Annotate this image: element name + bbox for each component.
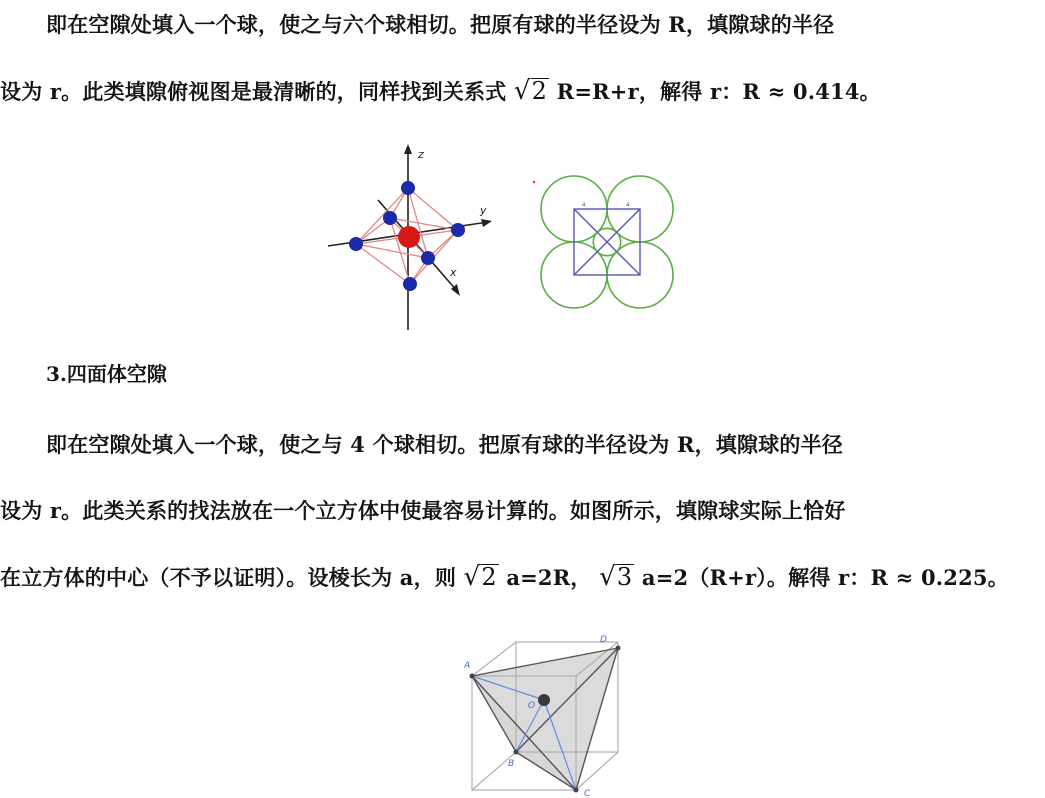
paragraph-line — [0, 544, 1045, 610]
paragraph-line: 即在空隙处填入一个球，使之与 4 个球相切。把原有球的半径设为 R，填隙球的半径 — [46, 432, 843, 457]
z-axis-arrow — [404, 144, 412, 154]
text-run: a=2（R+r）。解得 r：R ≈ 0.225。 — [641, 565, 1009, 590]
x-axis-label: x — [450, 266, 457, 279]
label-C: C — [584, 789, 591, 798]
radical-sign: √ — [463, 562, 481, 592]
z-axis-label: z — [418, 148, 424, 161]
label-A: A — [464, 661, 471, 671]
text-run: 在立方体的中心（不予以证明）。设棱长为 a，则 — [0, 565, 457, 590]
sqrt-expression — [514, 58, 549, 125]
paragraph-octahedral-void — [0, 0, 1045, 124]
radicand: 2 — [531, 77, 548, 105]
sqrt-expression — [464, 544, 499, 611]
top-view-figure — [528, 172, 698, 322]
sphere-left — [349, 237, 363, 251]
text-run: a=2R， — [506, 565, 592, 590]
paragraph-line: 设为 r。此类关系的找法放在一个立方体中使最容易计算的。如图所示，填隙球实际上恰好 — [0, 498, 846, 523]
sphere-top — [401, 181, 415, 195]
y-axis-label: y — [480, 204, 487, 217]
center-sphere — [538, 694, 550, 706]
section-heading: 3.四面体空隙 — [46, 362, 167, 386]
y-axis-arrow — [481, 219, 492, 227]
sphere-back-left — [383, 211, 397, 225]
radicand: 3 — [616, 563, 633, 591]
center-sphere — [398, 226, 420, 248]
radical-sign: √ — [599, 562, 616, 592]
sqrt-expression — [599, 544, 634, 611]
label-D: D — [600, 635, 607, 645]
radical-sign: √ — [513, 76, 531, 106]
sphere-right — [451, 223, 465, 237]
square-diagonals — [574, 209, 640, 275]
sphere-bottom — [403, 277, 417, 291]
text-run: 设为 r。此类填隙俯视图是最清晰的，同样找到关系式 — [0, 79, 507, 104]
stray-dot — [533, 181, 535, 183]
radicand: 2 — [481, 563, 497, 591]
vertex-D — [616, 646, 621, 651]
text-run: R=R+r，解得 r：R ≈ 0.414。 — [556, 79, 881, 104]
paragraph-tetrahedral-void — [0, 412, 1045, 610]
vertex-C — [574, 788, 579, 793]
top-view-mark: a — [626, 201, 630, 208]
cube-tetrahedron-figure — [458, 628, 648, 798]
octahedron-figure — [318, 142, 498, 332]
sphere-front — [421, 251, 435, 265]
vertex-A — [470, 674, 475, 679]
label-B: B — [508, 759, 515, 769]
paragraph-line — [0, 58, 1045, 124]
label-O: O — [528, 701, 536, 711]
paragraph-line: 即在空隙处填入一个球，使之与六个球相切。把原有球的半径设为 R，填隙球的半径 — [46, 12, 835, 37]
top-view-mark: a — [582, 201, 586, 208]
vertex-B — [514, 750, 519, 755]
